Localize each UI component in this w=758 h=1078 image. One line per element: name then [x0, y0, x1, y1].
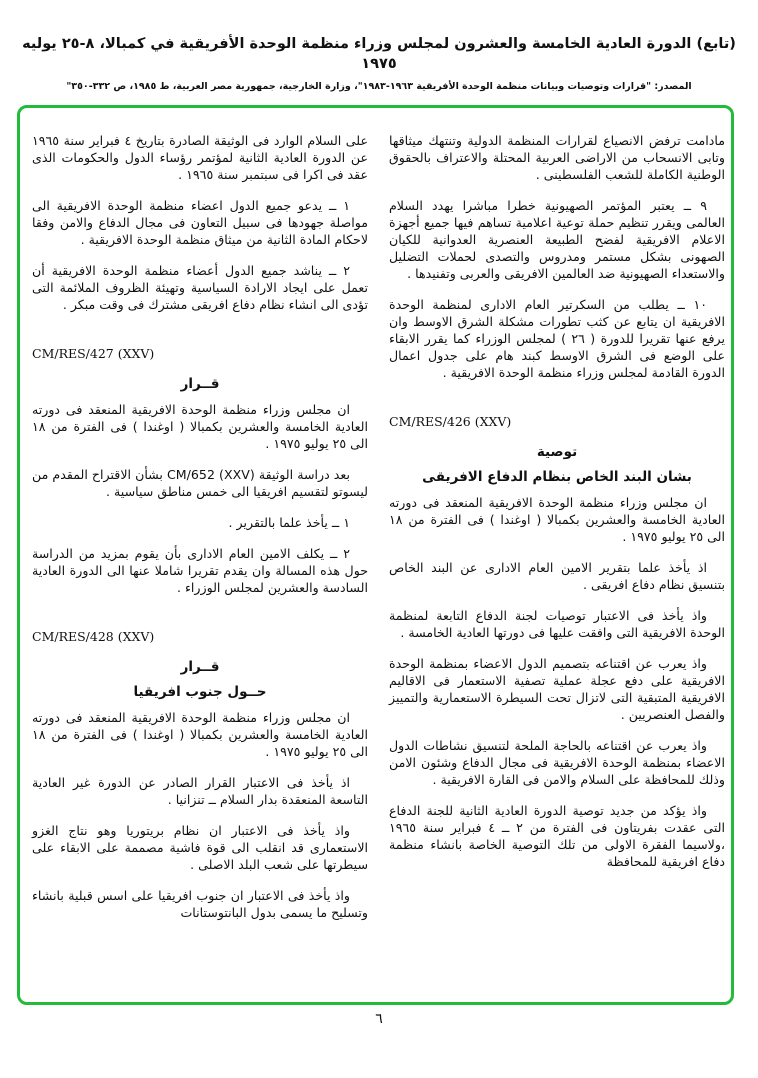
- paragraph: ان مجلس وزراء منظمة الوحدة الافريقية المنعقد فى دورته العادية الخامسة والعشرين بكمبالا ( اوغندا ) فى الفترة من ١٨ الى ٢٥ يوليو ١٩٧٥ .: [32, 402, 368, 451]
- paragraph: واذ يأخذ فى الاعتبار ان نظام بريتوريا وهو نتاج الغزو الاستعمارى قد انقلب الى قوة فاشية مصممة على الابقاء على سيطرتها على شعب البلد الاصلى .: [32, 823, 368, 872]
- paragraph: ١ ــ يأخذ علما بالتقرير .: [228, 515, 350, 530]
- page-number: ٦: [375, 1011, 383, 1027]
- paragraph: اذ يأخذ علما بتقرير الامين العام الادارى عن البند الخاص بتنسيق نظام دفاع افريقى .: [389, 560, 725, 592]
- document-source: المصدر: "قرارات وتوصيات وبيانات منظمة الوحدة الأفريقية ١٩٦٣-١٩٨٣"، وزارة الخارجية، جمهورية مصر العربية، ط ١٩٨٥، ص ٣٣٢-٣٥٠": [66, 81, 692, 92]
- section-heading: توصية: [536, 444, 578, 460]
- left-column: [32, 132, 368, 986]
- resolution-code: CM/RES/428 (XXV): [32, 629, 155, 644]
- paragraph: ٢ ــ يناشد جميع الدول أعضاء منظمة الوحدة الافريقية أن تعمل على ايجاد الارادة السياسية وتهيئة الظروف الملائمة التى تؤدى الى انشاء نظام دفاع افريقى مشترك فى وقت مبكر .: [32, 263, 368, 312]
- section-heading: حــول جنوب افريقيا: [133, 684, 267, 700]
- document-title: (تابع) الدورة العادية الخامسة والعشرون لمجلس وزراء منظمة الوحدة الأفريقية في كمبالا، ٨-٢٥ يوليه ١٩٧٥: [22, 36, 736, 72]
- paragraph: واذ يعرب عن اقتناعه بتصميم الدول الاعضاء بمنظمة الوحدة الافريقية على دفع عجلة عملية تصفية الاستعمار فى الاقاليم الافريقية المتبقية التى لاتزال تحت السيطرة الاستعمارية والتمييز والفصل العنصريين .: [389, 656, 725, 722]
- paragraph: ١ ــ يدعو جميع الدول اعضاء منظمة الوحدة الافريقية الى مواصلة جهودها فى سبيل التعاون فى مجال الدفاع والامن وفقا لاحكام المادة الثانية من ميثاق منظمة الوحدة الافريقية .: [32, 198, 368, 247]
- paragraph: واذ يأخذ فى الاعتبار ان جنوب افريقيا على اسس قبلية بانشاء وتسليح ما يسمى بدول البانتوستانات: [32, 888, 368, 920]
- section-heading: قــرار: [180, 659, 220, 675]
- paragraph: ١٠ ــ يطلب من السكرتير العام الادارى لمنظمة الوحدة الافريقية ان يتابع عن كثب تطورات مشكلة الشرق الاوسط وان يرفع عنها تقريرا للدورة ( ٢٦ ) لمجلس الوزراء كما يقرر الابقاء على الوضع فى الشرق الاوسط كبند هام على جدول اعمال الدورة القادمة لمجلس وزراء منظمة الوحدة الافريقية .: [389, 297, 726, 380]
- paragraph: واذ يعرب عن اقتناعه بالحاجة الملحة لتنسيق نشاطات الدول الاعضاء بمنظمة الوحدة الافريقية فى مجال الدفاع وشئون الامن وذلك للمحافظة على السلام والامن فى القارة الافريقية .: [389, 738, 725, 787]
- paragraph: ٩ ــ يعتبر المؤتمر الصهيونية خطرا مباشرا يهدد السلام العالمى ويقرر تنظيم حملة توعية اعلامية تساهم فيها جميع أجهزة الاعلام الافريقية لفضح الطبيعة العنصرية العدوانية للكيان الصهونى بشكل مستمر ومدروس والتصدى لحملات التضليل والاستعداء الصهيونية ضد العالمين الافريقى والعربى وتفنيدها .: [389, 198, 725, 281]
- paragraph: ان مجلس وزراء منظمة الوحدة الافريقية المنعقد فى دورته العادية الخامسة والعشرين بكمبالا ( اوغندا ) فى الفترة من ١٨ الى ٢٥ يوليو ١٩٧٥ .: [389, 495, 725, 544]
- paragraph: على السلام الوارد فى الوثيقة الصادرة بتاريخ ٤ فبراير سنة ١٩٦٥ عن الدورة العادية الثانية لمؤتمر رؤساء الدول والحكومات الذى عقد فى اكرا فى سبتمبر سنة ١٩٦٥ .: [32, 133, 368, 182]
- paragraph: ان مجلس وزراء منظمة الوحدة الافريقية المنعقد فى دورته العادية الخامسة والعشرين بكمبالا ( اوغندا ) فى الفترة من ١٨ الى ٢٥ يوليو ١٩٧٥ .: [32, 710, 368, 759]
- right-column: [389, 132, 725, 986]
- section-heading: قــرار: [180, 376, 220, 392]
- resolution-code: CM/RES/427 (XXV): [32, 346, 155, 361]
- content-frame: [17, 105, 734, 1005]
- resolution-code: CM/RES/426 (XXV): [389, 414, 512, 429]
- paragraph: واذ يأخذ فى الاعتبار توصيات لجنة الدفاع التابعة لمنظمة الوحدة الافريقية التى وافقت عليها فى دورتها العادية الخامسة .: [389, 608, 725, 640]
- section-heading: بشان البند الخاص بنظام الدفاع الافريقى: [422, 469, 692, 485]
- paragraph: بعد دراسة الوثيقة CM/652 (XXV) بشأن الاقتراح المقدم من ليسوتو لتقسيم افريقيا الى خمس مناطق سياسية .: [32, 467, 368, 499]
- paragraph: واذ يؤكد من جديد توصية الدورة العادية الثانية للجنة الدفاع التى عقدت بفريتاون فى الفترة من ٢ ــ ٤ فبراير سنة ١٩٦٥ ،ولاسيما الفقرة الاولى من تلك التوصية الخاصة بانشاء منظمة دفاع افريقية للمحافظة: [389, 803, 725, 869]
- paragraph: اذ يأخذ فى الاعتبار القرار الصادر عن الدورة غير العادية التاسعة المنعقدة بدار السلام ــ تنزانيا .: [32, 775, 368, 807]
- paragraph: ٢ ــ يكلف الامين العام الادارى بأن يقوم بمزيد من الدراسة حول هذه المسالة وان يقدم تقريرا شاملا عنها الى الدورة العادية السادسة والعشرين لمجلس الوزراء .: [32, 546, 368, 595]
- paragraph: مادامت ترفض الانصياع لقرارات المنظمة الدولية وتنتهك ميثاقها وتابى الانسحاب من الاراضى العربية المحتلة والاعتراف بالحقوق الوطنية الكاملة للشعب الفلسطينى .: [389, 133, 725, 182]
